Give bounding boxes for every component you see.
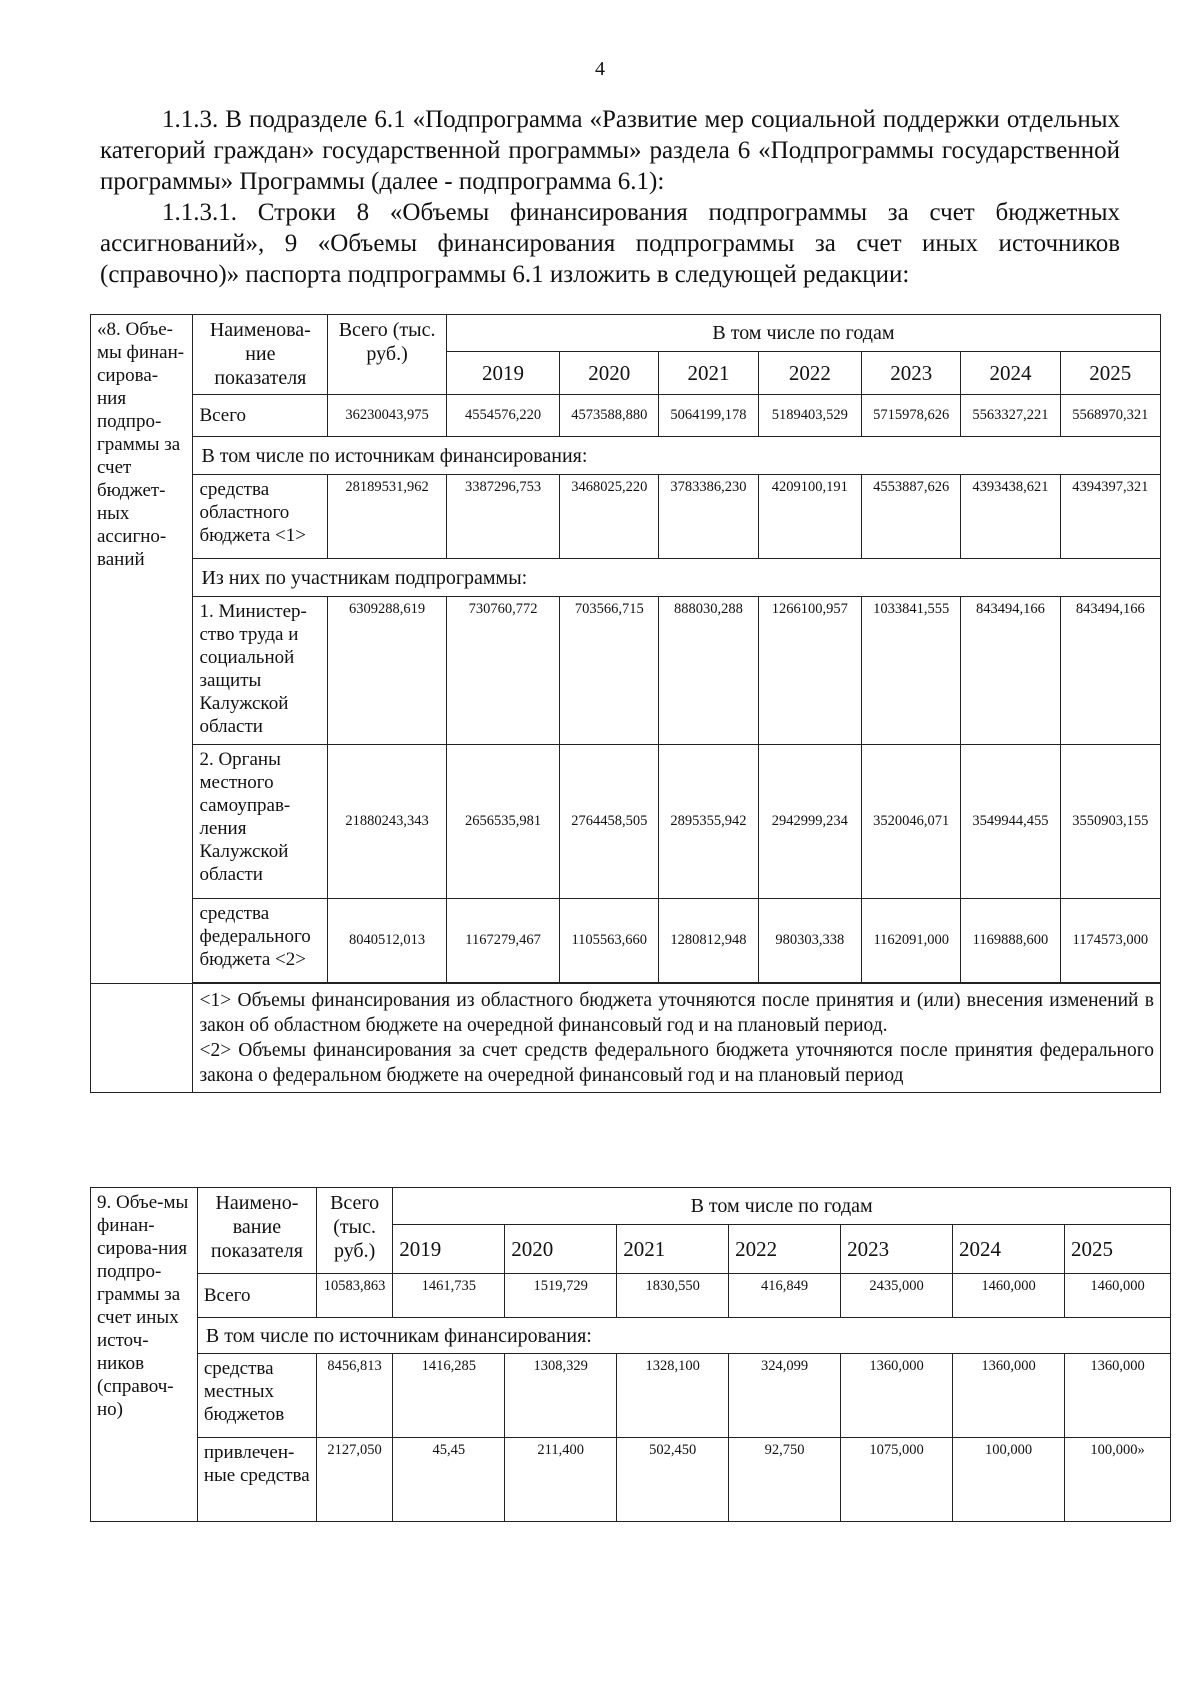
funding-table-budget (90, 314, 1161, 1093)
cell-value: 1266100,957 (758, 597, 862, 745)
intro-text (100, 104, 1120, 290)
row-name: 1. Министер-ство труда и социальной защиты Калужской области (193, 597, 328, 745)
cell-total: 8040512,013 (328, 899, 447, 983)
cell-value: 4573588,880 (560, 395, 659, 437)
cell-value: 730760,772 (446, 597, 559, 745)
year-header: 2021 (659, 352, 758, 395)
cell-value: 2895355,942 (659, 745, 758, 899)
cell-value: 1169888,600 (961, 899, 1060, 983)
year-header: 2020 (560, 352, 659, 395)
cell-value: 1162091,000 (862, 899, 961, 983)
cell-value: 3550903,155 (1060, 745, 1160, 899)
cell-value: 5563327,221 (961, 395, 1060, 437)
cell-value: 2435,000 (841, 1274, 953, 1318)
cell-value: 100,000 (953, 1438, 1065, 1522)
cell-value: 1360,000 (841, 1354, 953, 1438)
intro-paragraph-1: 1.1.3. В подразделе 6.1 «Подпрограмма «Развитие мер социальной поддержки отдельных категорий граждан» государственной программы» раздела 6 «Подпрограммы государственной программы» Программы (далее - подпрограмма 6.1): (100, 106, 1120, 195)
notes-spacer (91, 984, 193, 1093)
row-label-8: «8. Объе-мы финан-сирова-ния подпро-граммы за счет бюджет-ных ассигно-ваний (91, 315, 193, 984)
cell-total: 36230043,975 (328, 395, 447, 437)
cell-value: 211,400 (505, 1438, 617, 1522)
cell-value: 1416,285 (393, 1354, 505, 1438)
cell-value: 3520046,071 (862, 745, 961, 899)
cell-total: 21880243,343 (328, 745, 447, 899)
cell-value: 1075,000 (841, 1438, 953, 1522)
col-header-total: Всего (тыс. руб.) (328, 315, 447, 395)
cell-value: 5568970,321 (1060, 395, 1160, 437)
cell-value: 843494,166 (1060, 597, 1160, 745)
cell-value: 2764458,505 (560, 745, 659, 899)
year-header: 2025 (1060, 352, 1160, 395)
year-header: 2022 (758, 352, 862, 395)
cell-value: 4209100,191 (758, 475, 862, 559)
cell-value: 1105563,660 (560, 899, 659, 983)
cell-value: 4554576,220 (446, 395, 559, 437)
cell-value: 1280812,948 (659, 899, 758, 983)
cell-value: 1460,000 (1065, 1274, 1171, 1318)
cell-value: 1033841,555 (862, 597, 961, 745)
cell-value: 45,45 (393, 1438, 505, 1522)
cell-value: 4394397,321 (1060, 475, 1160, 559)
year-header: 2021 (617, 1225, 729, 1274)
section-participants: Из них по участникам подпрограммы: (193, 559, 1161, 597)
cell-value: 502,450 (617, 1438, 729, 1522)
cell-value: 1360,000 (1065, 1354, 1171, 1438)
cell-total: 6309288,619 (328, 597, 447, 745)
footnote-1: <1> Объемы финансирования из областного бюджета уточняются после принятия и (или) внесения изменений в закон об областном бюджете на очередной финансовый год и на плановый период. (199, 990, 1154, 1036)
cell-value: 1360,000 (953, 1354, 1065, 1438)
cell-value: 3468025,220 (560, 475, 659, 559)
section-sources: В том числе по источникам финансирования: (193, 437, 1161, 475)
cell-value: 4393438,621 (961, 475, 1060, 559)
page-number: 4 (595, 58, 605, 80)
row-name: средства областного бюджета <1> (193, 475, 328, 559)
cell-value: 1328,100 (617, 1354, 729, 1438)
cell-value: 980303,338 (758, 899, 862, 983)
cell-value: 3387296,753 (446, 475, 559, 559)
cell-value: 92,750 (729, 1438, 841, 1522)
cell-value: 324,099 (729, 1354, 841, 1438)
row-name: средства местных бюджетов (197, 1354, 316, 1438)
col-header-name: Наименова-ние показателя (193, 315, 328, 395)
section-sources: В том числе по источникам финансирования: (197, 1318, 1170, 1354)
year-header: 2023 (841, 1225, 953, 1274)
col-header-years: В том числе по годам (446, 315, 1160, 352)
footnotes (193, 984, 1161, 1093)
cell-value: 843494,166 (961, 597, 1060, 745)
cell-value: 1830,550 (617, 1274, 729, 1318)
row-name: средства федерального бюджета <2> (193, 899, 328, 983)
year-header: 2024 (961, 352, 1060, 395)
cell-value: 5715978,626 (862, 395, 961, 437)
cell-value: 4553887,626 (862, 475, 961, 559)
footnote-2: <2> Объемы финансирования за счет средств федерального бюджета уточняются после принятия федерального закона о федеральном бюджете на очередной финансовый год и на плановый период (199, 1040, 1154, 1086)
cell-value: 3549944,455 (961, 745, 1060, 899)
row-label-9: 9. Объе-мы финан-сирова-ния подпро-граммы за счет иных источ-ников (справоч-но) (91, 1188, 198, 1522)
cell-value: 1460,000 (953, 1274, 1065, 1318)
cell-value: 100,000» (1065, 1438, 1171, 1522)
row-name: Всего (197, 1274, 316, 1318)
year-header: 2024 (953, 1225, 1065, 1274)
col-header-years: В том числе по годам (393, 1188, 1171, 1225)
row-name: 2. Органы местного самоуправ-ления Калужской области (193, 745, 328, 899)
year-header: 2022 (729, 1225, 841, 1274)
cell-value: 5189403,529 (758, 395, 862, 437)
year-header: 2019 (393, 1225, 505, 1274)
cell-total: 10583,863 (316, 1274, 392, 1318)
year-header: 2019 (446, 352, 559, 395)
cell-total: 2127,050 (316, 1438, 392, 1522)
cell-value: 1519,729 (505, 1274, 617, 1318)
cell-value: 416,849 (729, 1274, 841, 1318)
funding-table-other-sources (90, 1187, 1171, 1522)
intro-paragraph-2: 1.1.3.1. Строки 8 «Объемы финансирования подпрограммы за счет бюджетных ассигнований», 9 «Объемы финансирования подпрограммы за счет иных источников (справочно)» паспорта подпрограммы 6.1 изложить в следующей редакции: (100, 199, 1120, 288)
cell-value: 2656535,981 (446, 745, 559, 899)
cell-value: 1461,735 (393, 1274, 505, 1318)
cell-total: 28189531,962 (328, 475, 447, 559)
col-header-name: Наимено-вание показателя (197, 1188, 316, 1274)
cell-total: 8456,813 (316, 1354, 392, 1438)
cell-value: 703566,715 (560, 597, 659, 745)
cell-value: 888030,288 (659, 597, 758, 745)
year-header: 2023 (862, 352, 961, 395)
year-header: 2025 (1065, 1225, 1171, 1274)
cell-value: 5064199,178 (659, 395, 758, 437)
year-header: 2020 (505, 1225, 617, 1274)
cell-value: 1174573,000 (1060, 899, 1160, 983)
col-header-total: Всего (тыс. руб.) (316, 1188, 392, 1274)
cell-value: 1308,329 (505, 1354, 617, 1438)
row-name: привлечен-ные средства (197, 1438, 316, 1522)
cell-value: 2942999,234 (758, 745, 862, 899)
cell-value: 1167279,467 (446, 899, 559, 983)
row-name: Всего (193, 395, 328, 437)
cell-value: 3783386,230 (659, 475, 758, 559)
